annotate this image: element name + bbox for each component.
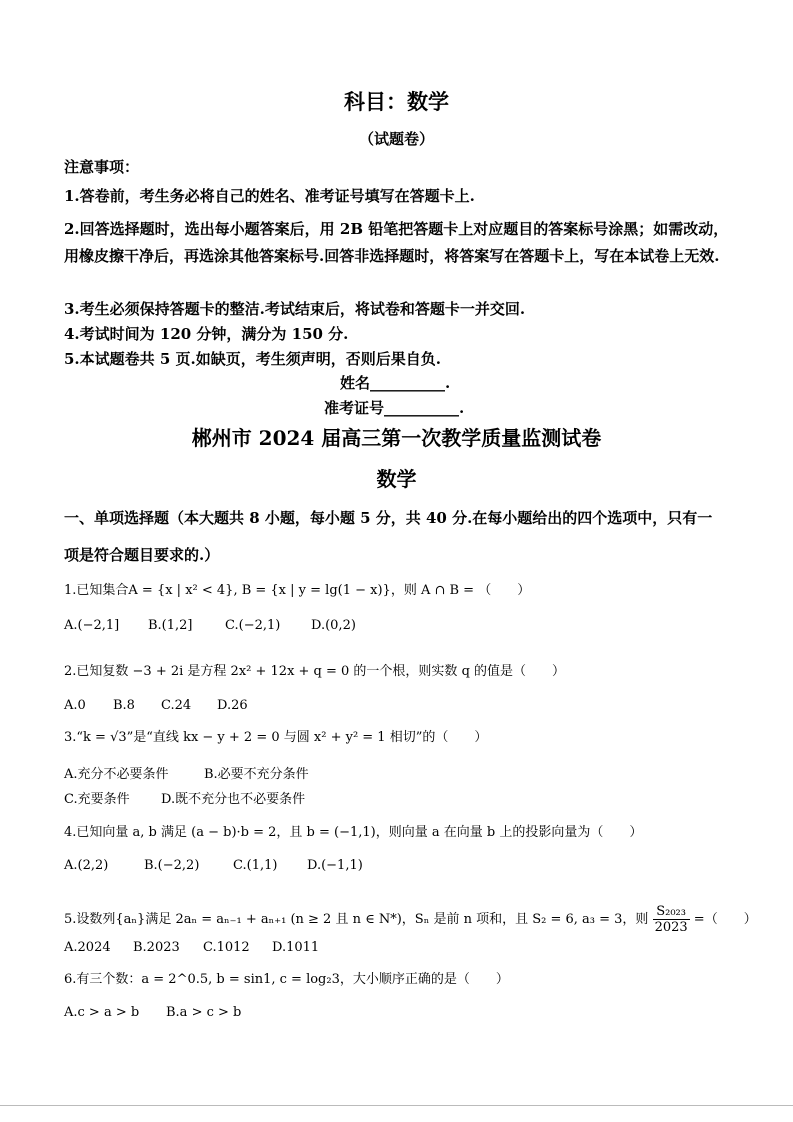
notice-heading: 注意事项： — [64, 158, 140, 176]
question-5-option-d: D.1011 — [272, 940, 320, 955]
question-5-option-a: A.2024 — [64, 940, 111, 955]
subject-title: 科目：数学 — [344, 89, 449, 114]
question-4-option-c: C.(1,1) — [233, 858, 278, 873]
question-5-stem: 5.设数列{aₙ}满足 2aₙ = aₙ₋₁ + aₙ₊₁ (n ≥ 2 且 n ∈ N*)，Sₙ 是前 n 项和，且 S₂ = 6, a₃ = 3，则 — [64, 912, 649, 927]
notice-item-1: 1.答卷前，考生务必将自己的姓名、准考证号填写在答题卡上. — [64, 187, 475, 205]
question-5-fraction — [653, 904, 690, 935]
question-1-stem: 1.已知集合A = {x | x² < 4}, B = {x | y = lg(1 − x)}，则 A ∩ B = （ ） — [64, 583, 531, 598]
question-3-option-a: A.充分不必要条件 — [64, 767, 169, 782]
question-6-option-a: A.c > a > b — [64, 1005, 140, 1020]
question-2-option-c: C.24 — [161, 698, 192, 713]
question-4-option-a: A.(2,2) — [64, 858, 109, 873]
question-2-option-d: D.26 — [217, 698, 248, 713]
question-4-option-d: D.(−1,1) — [307, 858, 363, 873]
notice-item-4: 4.考试时间为 120 分钟，满分为 150 分. — [64, 325, 349, 343]
question-5-stem-row — [64, 904, 757, 935]
question-1-option-b: B.(1,2] — [148, 618, 193, 633]
exam-subject: 数学 — [376, 467, 417, 491]
question-2-stem: 2.已知复数 −3 + 2i 是方程 2x² + 12x + q = 0 的一个根，则实数 q 的值是（ ） — [64, 664, 566, 679]
question-1-option-a: A.(−2,1] — [64, 618, 120, 633]
question-6-stem: 6.有三个数：a = 2^0.5, b = sin1, c = log₂3，大小顺序正确的是（ ） — [64, 972, 509, 987]
question-1-option-c: C.(−2,1) — [225, 618, 281, 633]
question-5-fraction-denominator: 2023 — [654, 920, 688, 935]
question-1-option-d: D.(0,2) — [311, 618, 356, 633]
question-5-option-b: B.2023 — [133, 940, 180, 955]
question-4-stem: 4.已知向量 a, b 满足 (a − b)·b = 2，且 b = (−1,1)，则向量 a 在向量 b 上的投影向量为（ ） — [64, 825, 643, 840]
notice-item-2: 2.回答选择题时，选出每小题答案后，用 2B 铅笔把答题卡上对应题目的答案标号涂黑；如需改动，用橡皮擦干净后，再选涂其他答案标号.回答非选择题时，将答案写在答题卡上，写在本试卷上无效. — [64, 220, 729, 265]
section-heading-line-1: 一、单项选择题（本大题共 8 小题，每小题 5 分，共 40 分.在每小题给出的四个选项中，只有一 — [64, 509, 713, 527]
question-5-stem-tail: =（ ） — [693, 912, 757, 927]
page-bottom-divider — [0, 1105, 793, 1106]
exam-title: 郴州市 2024 届高三第一次教学质量监测试卷 — [191, 426, 602, 450]
question-3-option-d: D.既不充分也不必要条件 — [161, 792, 306, 807]
question-4-option-b: B.(−2,2) — [144, 858, 200, 873]
question-3-option-c: C.充要条件 — [64, 792, 130, 807]
question-2-option-b: B.8 — [113, 698, 135, 713]
section-heading-line-2: 项是符合题目要求的.） — [64, 546, 220, 564]
question-3-option-b: B.必要不充分条件 — [204, 767, 309, 782]
question-2-option-a: A.0 — [64, 698, 86, 713]
ticket-number-field: 准考证号__________. — [324, 399, 465, 417]
paper-type: （试题卷） — [358, 130, 434, 148]
question-5-fraction-numerator: S₂₀₂₃ — [653, 904, 690, 920]
question-6-option-b: B.a > c > b — [166, 1005, 242, 1020]
notice-item-5: 5.本试题卷共 5 页.如缺页，考生须声明，否则后果自负. — [64, 350, 441, 368]
notice-item-3: 3.考生必须保持答题卡的整洁.考试结束后，将试卷和答题卡一并交回. — [64, 300, 526, 318]
question-5-option-c: C.1012 — [203, 940, 250, 955]
name-field: 姓名__________. — [340, 374, 451, 392]
question-3-stem: 3.“k = √3”是“直线 kx − y + 2 = 0 与圆 x² + y² = 1 相切”的（ ） — [64, 730, 488, 745]
